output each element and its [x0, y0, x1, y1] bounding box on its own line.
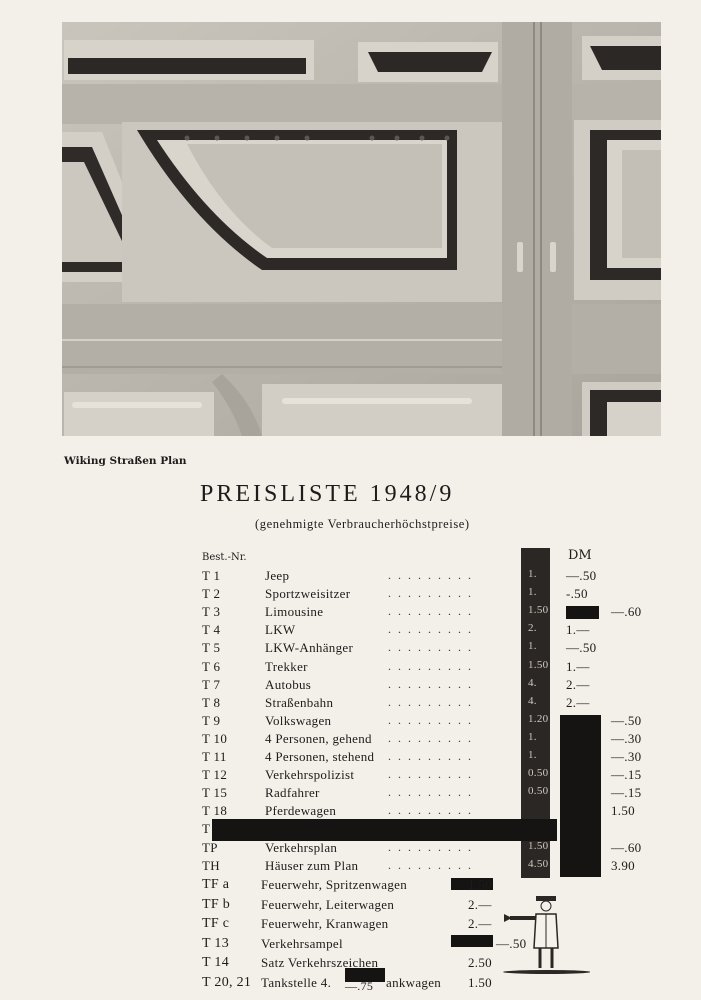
item-name: Autobus — [265, 676, 312, 692]
item-code: T 6 — [202, 658, 221, 674]
item-price-extra: —.60 — [611, 839, 642, 855]
item-price-extra: —.50 — [611, 712, 642, 728]
item-price-rm: 1. — [528, 640, 537, 653]
header-dm: DM — [568, 548, 592, 563]
leader-dots: . . . . . . . . . — [388, 622, 473, 637]
item-price-rm: 1.50 — [528, 839, 549, 852]
item-price-extra: —.30 — [611, 749, 642, 764]
item-name: Feuerwehr, Spritzenwagen — [261, 877, 408, 892]
item-price-rm: 0.50 — [528, 767, 549, 780]
item-code: T 5 — [202, 640, 221, 656]
item-code: T 14 — [202, 955, 229, 970]
item-price-rm: 2. — [528, 622, 537, 635]
item-name: Feuerwehr, Leiterwagen — [261, 896, 395, 912]
item-code: T 10 — [202, 730, 228, 746]
item-price-rm: 4. — [528, 694, 537, 707]
item-code: TP — [202, 839, 218, 855]
item-price-extra: 3.90 — [611, 857, 635, 873]
page-subtitle: (genehmigte Verbraucherhöchstpreise) — [255, 517, 470, 531]
item-code: T 12 — [202, 767, 228, 783]
item-price-rm: 1. — [528, 586, 537, 599]
leader-dots: . . . . . . . . . — [388, 676, 473, 691]
photo-caption: Wiking Straßen Plan — [64, 455, 187, 467]
item-name: Feuerwehr, Kranwagen — [261, 916, 389, 931]
item-name: Verkehrspolizist — [265, 767, 355, 783]
item-price: —.50 — [496, 935, 527, 951]
item-name: Verkehrsplan — [265, 839, 338, 855]
leader-dots: . . . . . . . . . — [388, 604, 473, 619]
item-name: Radfahrer — [265, 785, 320, 801]
item-name: Verkehrsampel — [261, 935, 343, 951]
item-code: T 8 — [202, 694, 221, 710]
footnote-price: —.75 — [345, 979, 374, 993]
leader-dots: . . . . . . . . . — [388, 785, 473, 800]
leader-dots: . . . . . . . . . — [388, 749, 473, 763]
item-price-dm: —.50 — [566, 640, 597, 656]
item-price-extra: 1.50 — [611, 803, 635, 819]
item-code: T 7 — [202, 676, 221, 692]
item-name: Häuser zum Plan — [265, 857, 359, 873]
item-code: T 15 — [202, 785, 228, 801]
item-name: Volkswagen — [265, 712, 332, 728]
leader-dots: . . . . . . . . . — [388, 712, 473, 727]
item-name: Tankstelle 4. — [261, 974, 332, 990]
item-code: T 4 — [202, 622, 221, 638]
item-code: T 20, 21 — [202, 974, 252, 990]
item-code: T 2 — [202, 586, 221, 602]
item-name: Straßenbahn — [265, 694, 334, 710]
item-code: TH — [202, 857, 220, 873]
item-name: LKW-Anhänger — [265, 640, 354, 656]
item-code: TF c — [202, 916, 230, 931]
item-code: T — [202, 821, 211, 837]
item-price-rm: 1. — [528, 749, 537, 761]
item-price-rm: 1.50 — [528, 658, 549, 671]
item-name: Sportzweisitzer — [265, 586, 351, 602]
item-price-dm: —.50 — [566, 568, 597, 583]
item-name: Limousine — [265, 604, 324, 620]
item-name: Satz Verkehrszeichen — [261, 955, 379, 970]
item-price-dm: 1.— — [566, 622, 590, 638]
item-code: T 3 — [202, 604, 221, 620]
item-price-rm: 4. — [528, 676, 537, 689]
item-name: 4 Personen, gehend — [265, 730, 372, 746]
leader-dots: . . . . . . . . . — [388, 586, 473, 601]
item-price: 1.50 — [468, 877, 492, 892]
item-price: 2.— — [468, 896, 492, 912]
item-price-extra: —.15 — [611, 767, 642, 783]
item-code: TF a — [202, 877, 230, 892]
item-name: Jeep — [265, 568, 290, 583]
item-price-extra: —.60 — [611, 604, 642, 620]
item-code: T 18 — [202, 803, 228, 819]
page-title: PREISLISTE 1948/9 — [200, 481, 455, 507]
item-name-continued: ankwagen — [386, 974, 442, 990]
leader-dots: . . . . . . . . . — [388, 694, 473, 709]
item-price-rm: 0.50 — [528, 785, 549, 798]
item-code: TF b — [202, 896, 231, 912]
item-price-rm: 1.50 — [528, 604, 549, 617]
header-number: Best.-Nr. — [202, 552, 247, 563]
item-price-dm: 2.— — [566, 694, 590, 710]
item-code: T 11 — [202, 749, 227, 764]
item-price-dm: 2.— — [566, 676, 590, 692]
item-price-rm: 1.20 — [528, 712, 549, 725]
item-name: 4 Personen, stehend — [265, 749, 375, 764]
item-price: 1.50 — [468, 974, 492, 990]
leader-dots: . . . . . . . . . — [388, 730, 473, 745]
leader-dots: . . . . . . . . . — [388, 803, 473, 818]
item-price-rm: 4.50 — [528, 857, 549, 870]
item-price: 2.— — [468, 916, 492, 931]
item-price-rm: 1. — [528, 568, 537, 580]
item-name: Trekker — [265, 658, 308, 674]
item-name: LKW — [265, 622, 296, 638]
street-plan-photo — [62, 22, 661, 436]
item-price-rm: 1. — [528, 730, 537, 743]
dm-block-redaction — [560, 715, 601, 877]
leader-dots: . . . . . . . . . — [388, 767, 473, 782]
item-code: T 13 — [202, 935, 229, 951]
item-price-dm: 1.— — [566, 658, 590, 674]
item-price-dm: -.50 — [566, 586, 588, 602]
leader-dots: . . . . . . . . . — [388, 857, 473, 872]
redaction-mark — [451, 935, 493, 947]
item-code: T 1 — [202, 568, 221, 583]
item-price-extra: —.15 — [611, 785, 642, 801]
item-price: 2.50 — [468, 955, 492, 970]
leader-dots: . . . . . . . . . — [388, 640, 473, 655]
leader-dots: . . . . . . . . . — [388, 839, 473, 854]
leader-dots: . . . . . . . . . — [388, 658, 473, 673]
redaction-mark — [566, 606, 599, 619]
leader-dots: . . . . . . . . . — [388, 568, 473, 582]
policeman-figure-icon — [500, 892, 590, 976]
item-price-extra: —.30 — [611, 730, 642, 746]
item-code: T 9 — [202, 712, 221, 728]
item-name: Pferdewagen — [265, 803, 337, 819]
